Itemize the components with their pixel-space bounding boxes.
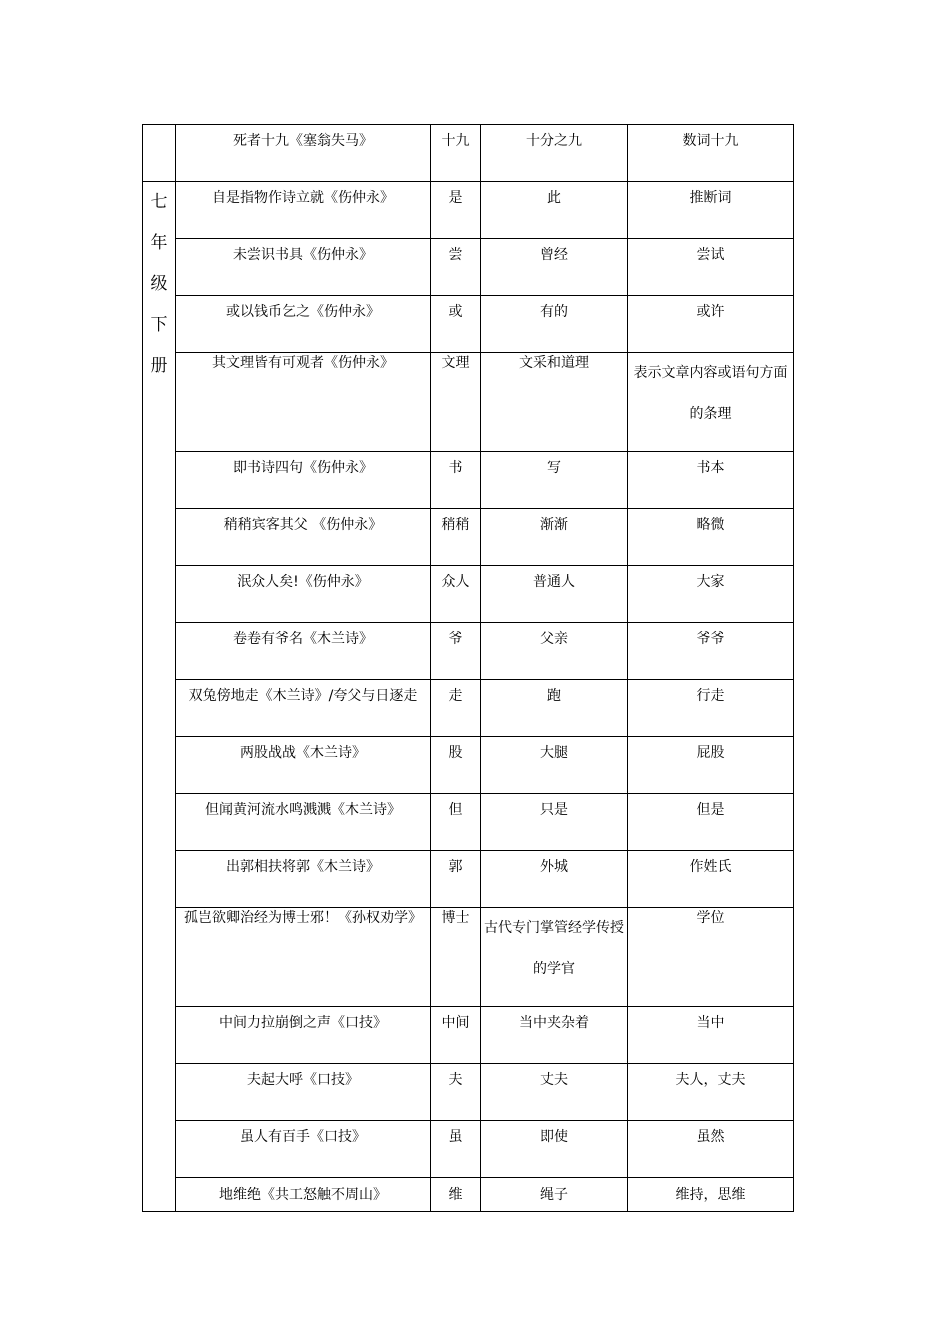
ancient-meaning-cell: 跑 bbox=[481, 680, 628, 737]
word-cell: 爷 bbox=[431, 623, 481, 680]
modern-meaning-cell: 爷爷 bbox=[628, 623, 794, 680]
ancient-meaning-cell: 渐渐 bbox=[481, 509, 628, 566]
sentence-cell: 泯众人矣!《伤仲永》 bbox=[176, 566, 431, 623]
word-cell: 走 bbox=[431, 680, 481, 737]
table-row bbox=[143, 1064, 794, 1121]
modern-meaning-cell: 夫人，丈夫 bbox=[628, 1064, 794, 1121]
table-row bbox=[143, 623, 794, 680]
modern-meaning-cell: 略微 bbox=[628, 509, 794, 566]
table-row bbox=[143, 908, 794, 1007]
word-cell: 维 bbox=[431, 1178, 481, 1212]
word-cell: 中间 bbox=[431, 1007, 481, 1064]
word-cell: 众人 bbox=[431, 566, 481, 623]
table-row bbox=[143, 1178, 794, 1212]
sentence-cell: 即书诗四句《伤仲永》 bbox=[176, 452, 431, 509]
sentence-cell: 虽人有百手《口技》 bbox=[176, 1121, 431, 1178]
ancient-meaning-cell: 古代专门掌管经学传授的学官 bbox=[481, 908, 628, 1007]
ancient-meaning-cell: 当中夹杂着 bbox=[481, 1007, 628, 1064]
modern-meaning-cell: 大家 bbox=[628, 566, 794, 623]
ancient-meaning-cell: 十分之九 bbox=[481, 125, 628, 182]
word-cell: 文理 bbox=[431, 353, 481, 452]
word-cell: 书 bbox=[431, 452, 481, 509]
modern-meaning-cell: 当中 bbox=[628, 1007, 794, 1064]
ancient-meaning-cell: 文采和道理 bbox=[481, 353, 628, 452]
ancient-meaning-cell: 大腿 bbox=[481, 737, 628, 794]
vocabulary-table bbox=[142, 124, 794, 1212]
modern-meaning-cell: 表示文章内容或语句方面的条理 bbox=[628, 353, 794, 452]
table-row bbox=[143, 509, 794, 566]
ancient-meaning-cell: 即使 bbox=[481, 1121, 628, 1178]
grade-label: 七年级下册 bbox=[150, 192, 168, 376]
table-row bbox=[143, 296, 794, 353]
table-row bbox=[143, 239, 794, 296]
grade-cell bbox=[143, 182, 176, 1212]
sentence-cell: 但闻黄河流水鸣溅溅《木兰诗》 bbox=[176, 794, 431, 851]
sentence-cell: 自是指物作诗立就《伤仲永》 bbox=[176, 182, 431, 239]
modern-meaning-cell: 数词十九 bbox=[628, 125, 794, 182]
ancient-meaning-cell: 曾经 bbox=[481, 239, 628, 296]
sentence-cell: 未尝识书具《伤仲永》 bbox=[176, 239, 431, 296]
ancient-meaning-cell: 只是 bbox=[481, 794, 628, 851]
word-cell: 尝 bbox=[431, 239, 481, 296]
grade-cell-empty bbox=[143, 125, 176, 182]
ancient-meaning-cell: 父亲 bbox=[481, 623, 628, 680]
word-cell: 十九 bbox=[431, 125, 481, 182]
modern-meaning-cell: 但是 bbox=[628, 794, 794, 851]
sentence-cell: 稍稍宾客其父 《伤仲永》 bbox=[176, 509, 431, 566]
sentence-cell: 中间力拉崩倒之声《口技》 bbox=[176, 1007, 431, 1064]
modern-meaning-cell: 尝试 bbox=[628, 239, 794, 296]
sentence-cell: 两股战战《木兰诗》 bbox=[176, 737, 431, 794]
modern-meaning-cell: 虽然 bbox=[628, 1121, 794, 1178]
word-cell: 股 bbox=[431, 737, 481, 794]
table-row bbox=[143, 566, 794, 623]
sentence-cell: 死者十九《塞翁失马》 bbox=[176, 125, 431, 182]
modern-meaning-cell: 作姓氏 bbox=[628, 851, 794, 908]
ancient-meaning-cell: 写 bbox=[481, 452, 628, 509]
sentence-cell: 卷卷有爷名《木兰诗》 bbox=[176, 623, 431, 680]
modern-meaning-cell: 推断词 bbox=[628, 182, 794, 239]
word-cell: 稍稍 bbox=[431, 509, 481, 566]
sentence-cell: 双兔傍地走《木兰诗》/夸父与日逐走 bbox=[176, 680, 431, 737]
modern-meaning-cell: 维持，思维 bbox=[628, 1178, 794, 1212]
sentence-cell: 或以钱币乞之《伤仲永》 bbox=[176, 296, 431, 353]
sentence-cell: 孤岂欲卿治经为博士邪！《孙权劝学》 bbox=[176, 908, 431, 1007]
word-cell: 但 bbox=[431, 794, 481, 851]
ancient-meaning-cell: 绳子 bbox=[481, 1178, 628, 1212]
table-row bbox=[143, 452, 794, 509]
word-cell: 虽 bbox=[431, 1121, 481, 1178]
table-row bbox=[143, 794, 794, 851]
sentence-cell: 夫起大呼《口技》 bbox=[176, 1064, 431, 1121]
word-cell: 是 bbox=[431, 182, 481, 239]
word-cell: 郭 bbox=[431, 851, 481, 908]
modern-meaning-cell: 或许 bbox=[628, 296, 794, 353]
table-row bbox=[143, 353, 794, 452]
sentence-cell: 出郭相扶将郭《木兰诗》 bbox=[176, 851, 431, 908]
table-row bbox=[143, 182, 794, 239]
ancient-meaning-cell: 普通人 bbox=[481, 566, 628, 623]
word-cell: 夫 bbox=[431, 1064, 481, 1121]
ancient-meaning-cell: 外城 bbox=[481, 851, 628, 908]
word-cell: 博士 bbox=[431, 908, 481, 1007]
ancient-meaning-cell: 丈夫 bbox=[481, 1064, 628, 1121]
modern-meaning-cell: 书本 bbox=[628, 452, 794, 509]
table-row bbox=[143, 125, 794, 182]
modern-meaning-cell: 屁股 bbox=[628, 737, 794, 794]
table-row bbox=[143, 1007, 794, 1064]
table-row bbox=[143, 680, 794, 737]
table-row bbox=[143, 1121, 794, 1178]
sentence-cell: 其文理皆有可观者《伤仲永》 bbox=[176, 353, 431, 452]
sentence-cell: 地维绝《共工怒触不周山》 bbox=[176, 1178, 431, 1212]
word-cell: 或 bbox=[431, 296, 481, 353]
modern-meaning-cell: 行走 bbox=[628, 680, 794, 737]
ancient-meaning-cell: 有的 bbox=[481, 296, 628, 353]
modern-meaning-cell: 学位 bbox=[628, 908, 794, 1007]
table-row bbox=[143, 851, 794, 908]
ancient-meaning-cell: 此 bbox=[481, 182, 628, 239]
table-row bbox=[143, 737, 794, 794]
